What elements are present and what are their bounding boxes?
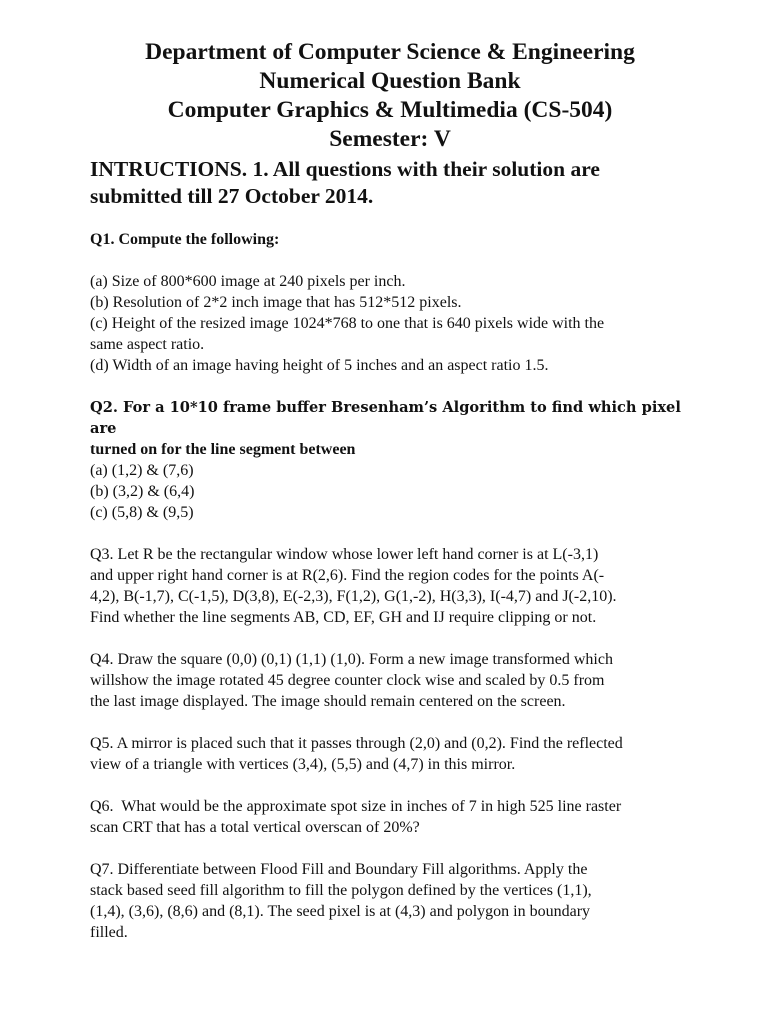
question-6-line-2: scan CRT that has a total vertical overscan of 20%? [90, 819, 420, 836]
question-1-part-d: (d) Width of an image having height of 5 inches and an aspect ratio 1.5. [90, 357, 549, 374]
question-3-line-1: Q3. Let R be the rectangular window whose lower left hand corner is at L(-3,1) [90, 546, 599, 563]
instructions-line-2: submitted till 27 October 2014. [90, 184, 374, 208]
question-7-line-1: Q7. Differentiate between Flood Fill and Boundary Fill algorithms. Apply the [90, 861, 588, 878]
question-3-line-4: Find whether the line segments AB, CD, EF, GH and IJ require clipping or not. [90, 609, 597, 626]
question-7-line-3: (1,4), (3,6), (8,6) and (8,1). The seed pixel is at (4,3) and polygon in boundary [90, 903, 591, 920]
question-bank-title: Numerical Question Bank [259, 68, 521, 94]
question-1 [90, 229, 690, 376]
question-5 [90, 733, 690, 775]
question-2-part-c: (c) (5,8) & (9,5) [90, 504, 194, 521]
question-6 [90, 796, 690, 838]
department-title: Department of Computer Science & Engineering [145, 39, 635, 65]
question-4-line-2: willshow the image rotated 45 degree counter clock wise and scaled by 0.5 from [90, 672, 605, 689]
question-2-title-line-1: Q2. For a 10*10 frame buffer Bresenham’s Algorithm to find which pixel are [90, 399, 681, 437]
question-1-part-c-line-2: same aspect ratio. [90, 336, 205, 353]
document-header [90, 38, 690, 154]
question-3-line-3: 4,2), B(-1,7), C(-1,5), D(3,8), E(-2,3), F(1,2), G(1,-2), H(3,3), I(-4,7) and J(-2,10). [90, 588, 617, 605]
question-1-part-c-line-1: (c) Height of the resized image 1024*768 to one that is 640 pixels wide with the [90, 315, 605, 332]
question-4 [90, 649, 690, 712]
question-2-part-b: (b) (3,2) & (6,4) [90, 483, 195, 500]
question-7 [90, 859, 690, 943]
question-7-line-4: filled. [90, 924, 128, 941]
semester-title: Semester: V [329, 126, 451, 152]
document-page [90, 38, 690, 943]
question-1-title: Q1. Compute the following: [90, 231, 280, 248]
question-2-part-a: (a) (1,2) & (7,6) [90, 462, 194, 479]
question-2 [90, 397, 690, 523]
question-6-line-1: Q6. What would be the approximate spot size in inches of 7 in high 525 line raster [90, 798, 622, 815]
question-2-title-line-2: turned on for the line segment between [90, 441, 356, 458]
question-3-line-2: and upper right hand corner is at R(2,6). Find the region codes for the points A(- [90, 567, 605, 584]
instructions-line-1: INTRUCTIONS. 1. All questions with their solution are [90, 157, 600, 181]
instructions [90, 156, 690, 210]
course-title: Computer Graphics & Multimedia (CS-504) [167, 97, 613, 123]
question-4-line-3: the last image displayed. The image should remain centered on the screen. [90, 693, 566, 710]
question-5-line-2: view of a triangle with vertices (3,4), (5,5) and (4,7) in this mirror. [90, 756, 516, 773]
question-4-line-1: Q4. Draw the square (0,0) (0,1) (1,1) (1,0). Form a new image transformed which [90, 651, 613, 668]
question-3 [90, 544, 690, 628]
question-7-line-2: stack based seed fill algorithm to fill the polygon defined by the vertices (1,1), [90, 882, 592, 899]
question-5-line-1: Q5. A mirror is placed such that it passes through (2,0) and (0,2). Find the reflected [90, 735, 623, 752]
question-1-part-a: (a) Size of 800*600 image at 240 pixels per inch. [90, 273, 406, 290]
question-1-part-b: (b) Resolution of 2*2 inch image that has 512*512 pixels. [90, 294, 462, 311]
